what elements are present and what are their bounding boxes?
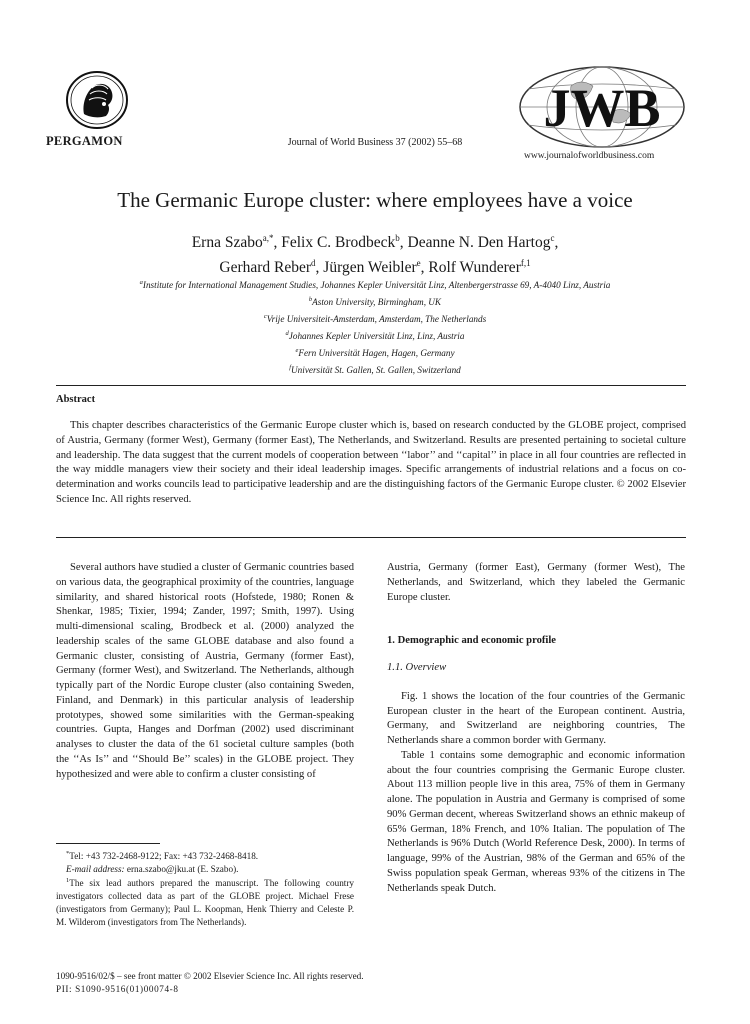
- affiliation-item: $^e$Fern Universität Hagen, Hagen, Germany: [295, 346, 455, 358]
- footnote-rule: [56, 843, 160, 844]
- abstract-text: This chapter describes characteristics of the Germanic Europe cluster which is, based on research conducted by the GLOBE project, comprised of Austria, Germany (former West), Germany (former East), The Netherlands, and Switzerland. Results are presented pertaining to societal culture and leadership. The data suggest that the current models of cooperation between ‘‘labor’’ and ‘‘capital’’ in place in all four countries are reflected in the way middle managers view their society and their ideal leadership images. Specific arrangements of industrial relations and a focus on co-determination and works councils lead to participative leadership and are the distinguishing factors of the Germanic Europe cluster. © 2002 Elsevier Science Inc. All rights reserved.: [56, 420, 686, 505]
- body-paragraph: Several authors have studied a cluster of Germanic countries based on various data, the geographical proximity of the countries, language similarity, and shared historical roots (Hofstede, 1980; Ronen & Shenkar, 1985; Tixier, 1994; Zander, 1997; Smith, 1997). Using multi-dimensional scaling, Brodbeck et al. (2000) analyzed the leadership scales of the same GLOBE database and also found a Germanic cluster, consisting of Austria, Germany (former East), Germany (former West), and Switzerland. The Netherlands, although typically part of the Nordic Europe cluster (also containing Sweden, Finland, and Denmark) in this particular analysis of leadership prototypes, showed some similarities with the German-speaking countries. Gupta, Hanges and Dorfman (2002) used discriminant analyses to cluster the data of the 61 societal culture samples (both the ‘‘As Is’’ and ‘‘Should Be’’ scales) in the GLOBE project. They hypothesized and were able to confirm a cluster consisting of: [56, 562, 354, 780]
- svg-text:JWB: JWB: [543, 78, 661, 138]
- pergamon-logo: [64, 70, 130, 130]
- publisher-name: PERGAMON: [46, 134, 123, 148]
- author-name: Jürgen Weibler: [323, 259, 417, 277]
- abstract-heading: Abstract: [56, 394, 96, 405]
- author-affiliation-mark: d: [311, 258, 316, 269]
- right-column: [387, 561, 685, 896]
- pii-line: PII: S1090-9516(01)00074-8: [56, 983, 179, 994]
- journal-citation: Journal of World Business 37 (2002) 55–68: [287, 137, 463, 148]
- footnote-1: $^1$The six lead authors prepared the manuscript. The following country investigators collected data as part of the GLOBE project. Michael Frese (investigators from Germany); Paul L. Koopman, Henk Thierry and Celeste P. M. Wilderom (investigators from The Netherlands).: [56, 877, 354, 927]
- author-affiliation-mark: c: [550, 233, 555, 243]
- author-name: Felix C. Brodbeck: [281, 234, 396, 252]
- body-paragraph: Table 1 contains some demographic and economic information about the four countries comprising the Germanic Europe cluster. About 113 million people live in this area, 75% of them in Germany alone. The population in Austria and Germany is comprised of some 90% German decent, whereas Switzerland shows an ethnic makeup of 65% German, 18% French, and 10% Italian. The population of The Netherlands is 96% Dutch (World Reference Desk, 2000). In terms of language, 99% of the Austrian, 98% of the German and 65% of the Swiss population speak German, whereas 93% of the citizens in The Netherlands speak Dutch.: [387, 749, 685, 894]
- affiliation-item: $^c$Vrije Universiteit-Amsterdam, Amsterdam, The Netherlands: [263, 312, 487, 324]
- section-heading: 1. Demographic and economic profile: [387, 635, 556, 647]
- affiliation-item: $^b$Aston University, Birmingham, UK: [308, 295, 442, 308]
- journal-url[interactable]: www.journalofworldbusiness.com: [524, 151, 655, 161]
- body-paragraph: Austria, Germany (former East), Germany (former West), The Netherlands, and Switzerland, which they labeled the Germanic Europe cluster.: [387, 562, 685, 603]
- abstract-top-rule: [56, 385, 686, 386]
- affiliation-list: [40, 276, 710, 378]
- footnote-contact: *Tel: +43 732-2468-9122; Fax: +43 732-2468-8418.: [66, 850, 259, 862]
- author-affiliation-mark: f,1: [520, 258, 531, 269]
- author-affiliation-mark: e: [416, 258, 421, 269]
- subsection-heading: 1.1. Overview: [387, 662, 447, 673]
- author-name: Rolf Wunderer: [428, 259, 521, 277]
- author-list: [0, 228, 750, 278]
- author-name: Deanne N. Den Hartog: [407, 234, 551, 252]
- publication-info: [56, 970, 364, 995]
- abstract-bottom-rule: [56, 537, 686, 538]
- author-line: Erna Szabo$^{a,*}$, Felix C. Brodbeck$^b$, Deanne N. Den Hartog$^c$,: [191, 233, 559, 252]
- affiliation-item: $^d$Johannes Kepler Universität Linz, Linz, Austria: [285, 329, 465, 341]
- affiliation-item: $^a$Institute for International Management Studies, Johannes Kepler Universität Linz, Altenbergerstrasse 69, A-4040 Linz, Austria: [139, 279, 611, 291]
- body-paragraph: Fig. 1 shows the location of the four countries of the Germanic European cluster in the heart of the European continent. Austria, Germany, and Switzerland are neighboring countries, The Netherlands share a common border with Germany.: [387, 690, 685, 746]
- affiliation-item: $^f$Universität St. Gallen, St. Gallen, Switzerland: [289, 363, 461, 375]
- footnotes: [56, 848, 354, 928]
- jwb-logo: [516, 64, 688, 150]
- left-column: [56, 561, 354, 782]
- email-link[interactable]: erna.szabo@jku.at (E. Szabo).: [126, 863, 239, 874]
- author-affiliation-mark: b: [395, 233, 400, 243]
- footnote-email: E-mail address: erna.szabo@jku.at (E. Szabo).: [66, 863, 239, 874]
- article-title: The Germanic Europe cluster: where employees have a voice: [117, 188, 633, 212]
- author-line: Gerhard Reber$^d$, Jürgen Weibler$^e$, Rolf Wunderer$^{f,1}$: [219, 258, 531, 277]
- author-name: Gerhard Reber: [219, 259, 312, 277]
- author-name: Erna Szabo: [191, 234, 263, 252]
- author-affiliation-mark: a,*: [262, 233, 274, 243]
- issn-line: 1090-9516/02/$ – see front matter © 2002 Elsevier Science Inc. All rights reserved.: [56, 971, 364, 981]
